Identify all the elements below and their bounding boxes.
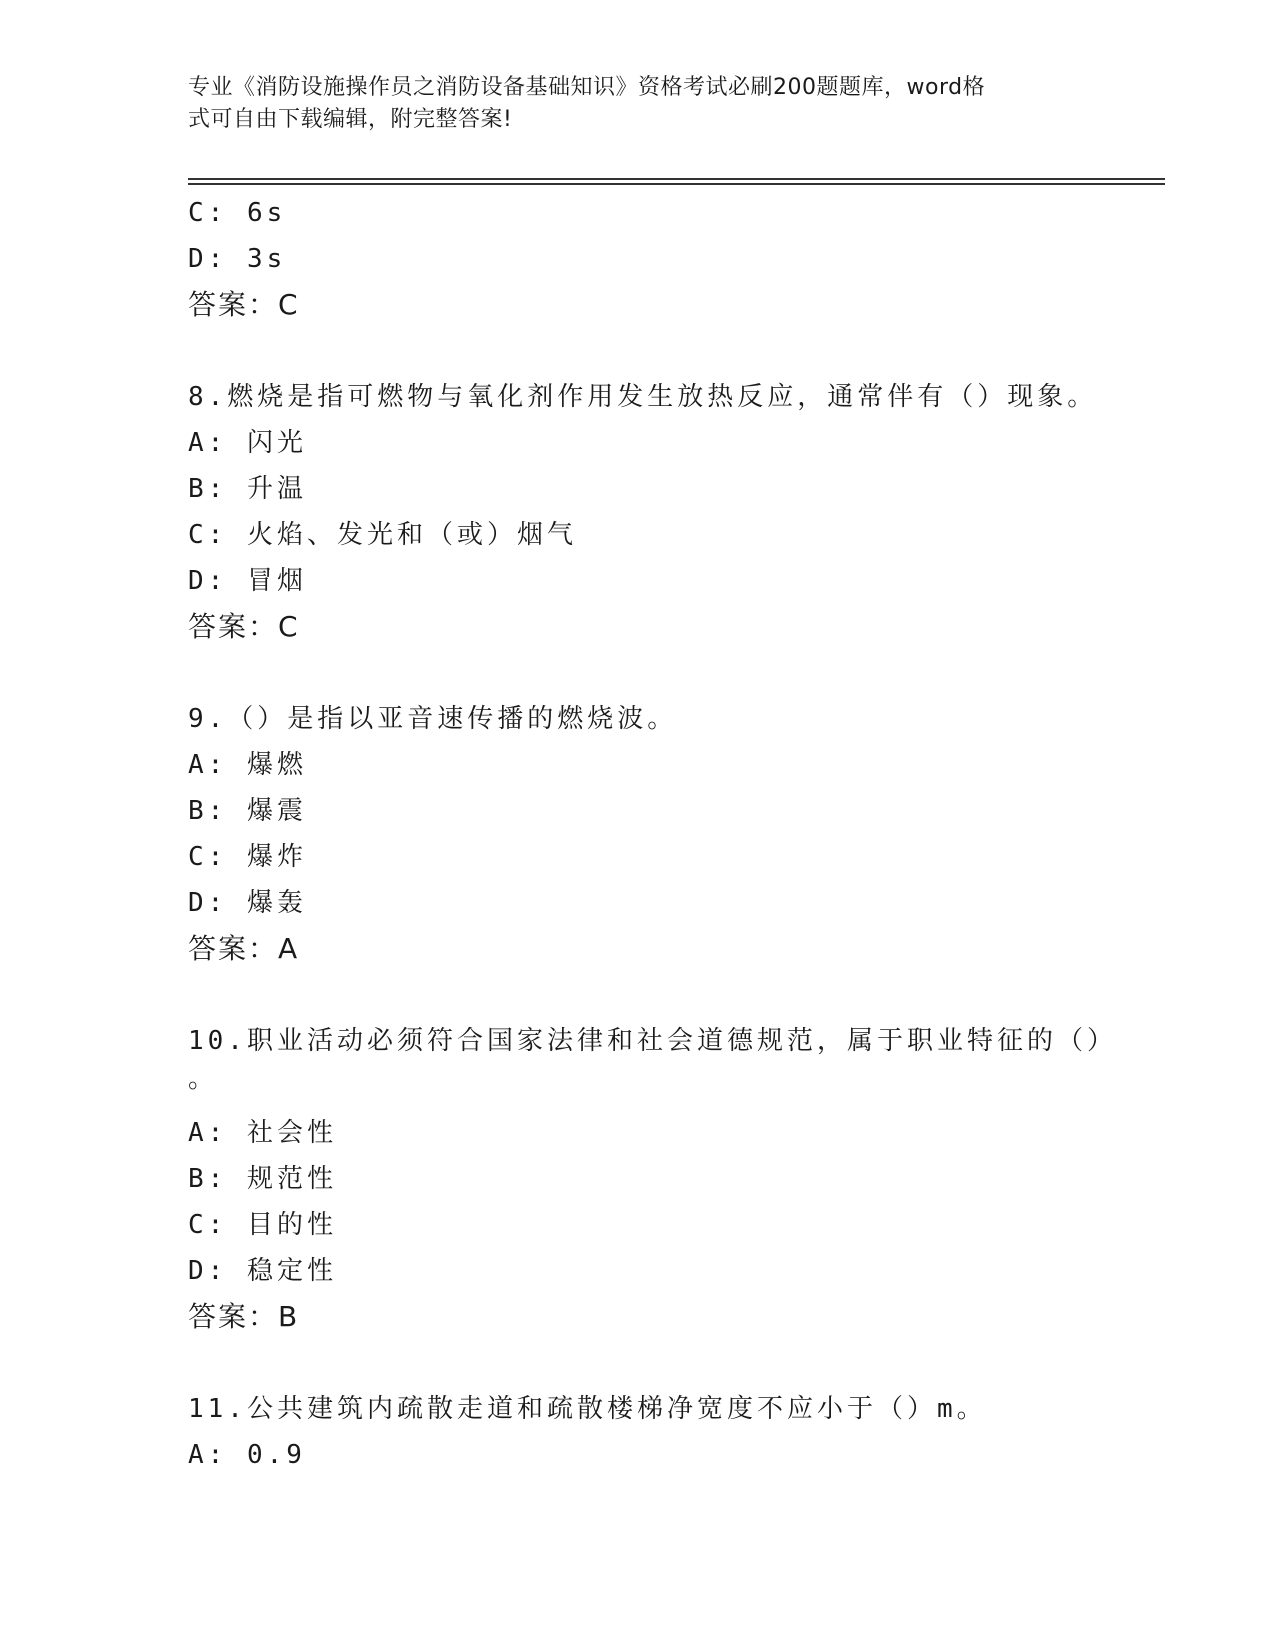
option-a: A: 闪光 [188,428,307,458]
header-divider-top [188,178,1165,180]
document-header [188,72,1088,136]
option-d: D: 爆轰 [188,888,307,918]
option-b: B: 爆震 [188,796,307,826]
header-line-2: 式可自由下载编辑，附完整答案! [188,107,513,132]
question-stem: 11.公共建筑内疏散走道和疏散楼梯净宽度不应小于（）m。 [188,1394,987,1424]
question-9 [188,696,1108,972]
answer-line: 答案：C [188,610,300,643]
option-d: D: 稳定性 [188,1256,337,1286]
option-d: D: 3s [188,244,287,274]
question-10 [188,1018,1117,1340]
option-a: A: 0.9 [188,1440,306,1470]
question-stem-continuation: 。 [188,1064,219,1094]
option-a: A: 社会性 [188,1118,337,1148]
option-a: A: 爆燃 [188,750,307,780]
answer-line: 答案：C [188,288,300,321]
option-c: C: 爆炸 [188,842,307,872]
question-stem: 9.（）是指以亚音速传播的燃烧波。 [188,704,678,734]
question-stem: 8.燃烧是指可燃物与氧化剂作用发生放热反应，通常伴有（）现象。 [188,382,1098,412]
header-line-1: 专业《消防设施操作员之消防设备基础知识》资格考试必刷200题题库，word格 [188,75,986,100]
question-list [188,190,1117,1478]
option-c: C: 火焰、发光和（或）烟气 [188,520,577,550]
option-c: C: 6s [188,198,287,228]
option-b: B: 升温 [188,474,307,504]
answer-line: 答案：A [188,932,300,965]
answer-line: 答案：B [188,1300,300,1333]
option-c: C: 目的性 [188,1210,337,1240]
question-7-tail [188,190,1108,328]
header-divider-bottom [188,183,1165,185]
option-b: B: 规范性 [188,1164,337,1194]
question-11 [188,1386,1108,1478]
option-d: D: 冒烟 [188,566,307,596]
question-8 [188,374,1108,650]
question-stem: 10.职业活动必须符合国家法律和社会道德规范，属于职业特征的（） [188,1026,1117,1056]
